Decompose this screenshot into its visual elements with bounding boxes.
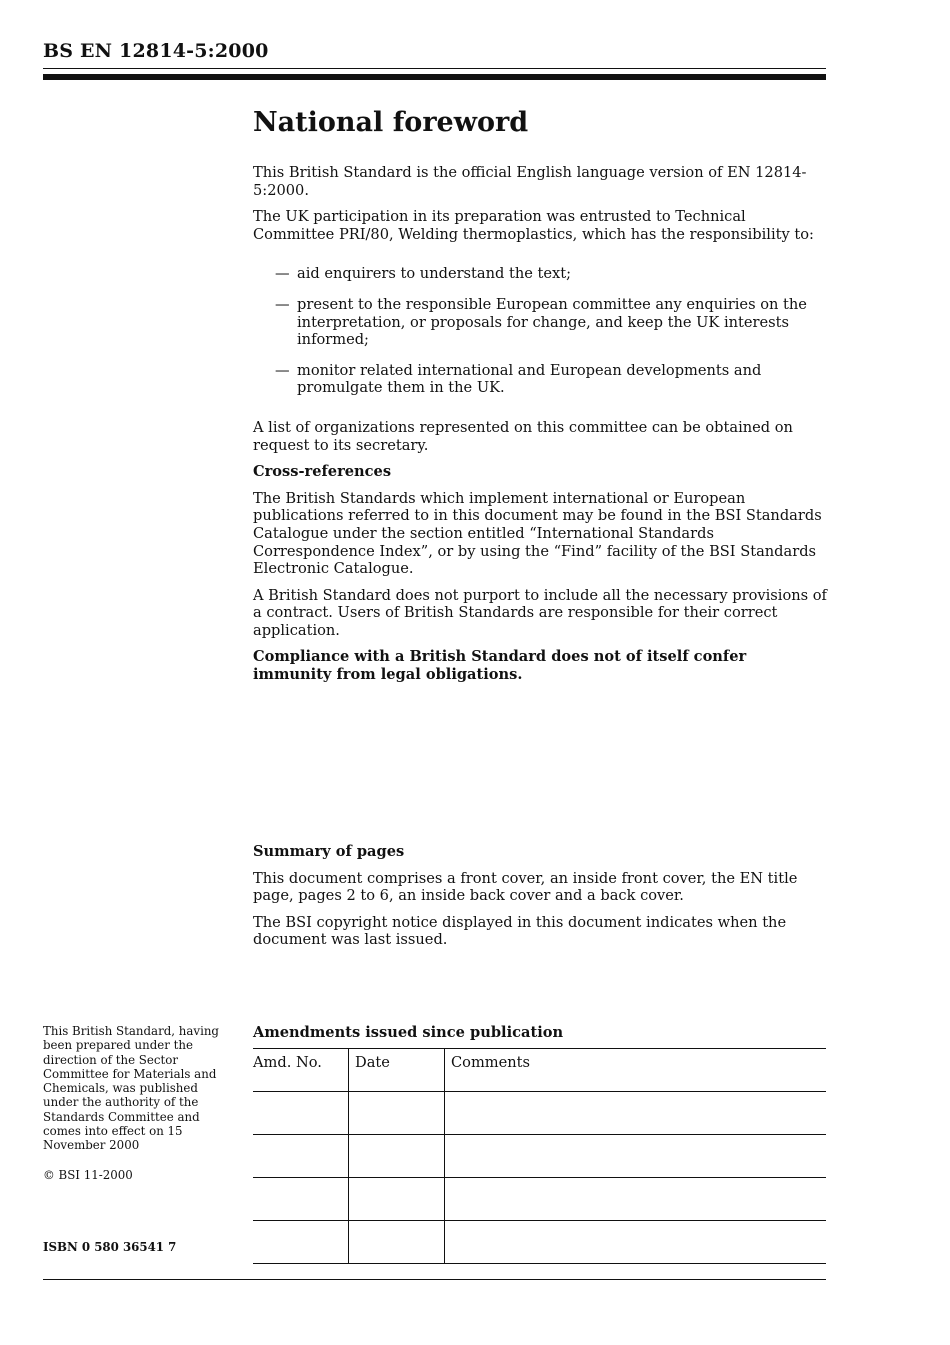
responsibility-list bbox=[253, 265, 827, 397]
table-row bbox=[253, 1092, 826, 1135]
table-header-row bbox=[253, 1049, 826, 1092]
table-cell bbox=[349, 1092, 445, 1135]
header-rule-thick bbox=[43, 74, 826, 80]
table-cell bbox=[445, 1135, 827, 1178]
amendments-heading: Amendments issued since publication bbox=[253, 1024, 564, 1041]
column-header-comments: Comments bbox=[445, 1049, 827, 1092]
provisions-paragraph: A British Standard does not purport to include all the necessary provisions of a contract. Users of British Standards are responsible for their correct application. bbox=[253, 586, 827, 639]
copyright-notice-paragraph: The BSI copyright notice displayed in this document indicates when the document was last issued. bbox=[253, 913, 787, 949]
table-cell bbox=[445, 1221, 827, 1264]
list-item bbox=[253, 296, 827, 349]
table-row bbox=[253, 1221, 826, 1264]
table-cell bbox=[445, 1178, 827, 1221]
column-header-date: Date bbox=[349, 1049, 445, 1092]
header-rule-thin bbox=[43, 68, 826, 69]
national-foreword-section bbox=[253, 106, 827, 693]
intro-paragraph: This British Standard is the official English language version of EN 12814-5:2000. bbox=[253, 164, 807, 199]
list-item-text: aid enquirers to understand the text; bbox=[297, 265, 572, 283]
publication-note: This British Standard, having been prepared under the direction of the Sector Committee for Materials and Chemicals, was published under the authority of the Standards Committee and comes into effect on 15 November 2000 bbox=[43, 1024, 219, 1153]
footer-rule bbox=[43, 1279, 826, 1280]
page-title: National foreword bbox=[253, 107, 529, 138]
table-cell bbox=[349, 1221, 445, 1264]
summary-heading: Summary of pages bbox=[253, 843, 405, 860]
participation-paragraph: The UK participation in its preparation was entrusted to Technical Committee PRI/80, Welding thermoplastics, which has the responsibility to: bbox=[253, 208, 814, 243]
table-cell bbox=[349, 1178, 445, 1221]
table-cell bbox=[445, 1092, 827, 1135]
dash-marker: — bbox=[275, 265, 290, 283]
isbn-line: ISBN 0 580 36541 7 bbox=[43, 1240, 177, 1254]
cross-references-heading: Cross-references bbox=[253, 463, 392, 481]
cross-references-paragraph: The British Standards which implement international or European publications referred to in this document may be found in the BSI Standards Catalogue under the section entitled “International Standards Correspondence Index”, or by using the “Find” facility of the BSI Standards Electronic Catalogue. bbox=[253, 489, 822, 578]
list-item-text: present to the responsible European committee any enquiries on the interpretation, or proposals for change, and keep the UK interests informed; bbox=[297, 295, 807, 349]
table-cell bbox=[253, 1092, 349, 1135]
list-item bbox=[253, 265, 827, 283]
list-item-text: monitor related international and European developments and promulgate them in the UK. bbox=[297, 361, 762, 397]
amendments-table bbox=[253, 1048, 826, 1264]
table-cell bbox=[253, 1178, 349, 1221]
copyright-line: © BSI 11-2000 bbox=[43, 1168, 133, 1182]
organizations-paragraph: A list of organizations represented on this committee can be obtained on request to its secretary. bbox=[253, 418, 793, 454]
compliance-note: Compliance with a British Standard does not of itself confer immunity from legal obligations. bbox=[253, 648, 747, 684]
list-item bbox=[253, 362, 827, 397]
dash-marker: — bbox=[275, 295, 290, 313]
table-cell bbox=[349, 1135, 445, 1178]
summary-of-pages-section bbox=[253, 843, 827, 958]
table-cell bbox=[253, 1135, 349, 1178]
dash-marker: — bbox=[275, 361, 290, 379]
table-row bbox=[253, 1178, 826, 1221]
summary-pages-paragraph: This document comprises a front cover, an inside front cover, the EN title page, pages 2 to 6, an inside back cover and a back cover. bbox=[253, 869, 798, 905]
table-row bbox=[253, 1135, 826, 1178]
table-cell bbox=[253, 1221, 349, 1264]
column-header-amd-no: Amd. No. bbox=[253, 1049, 349, 1092]
document-code: BS EN 12814-5:2000 bbox=[43, 40, 269, 62]
